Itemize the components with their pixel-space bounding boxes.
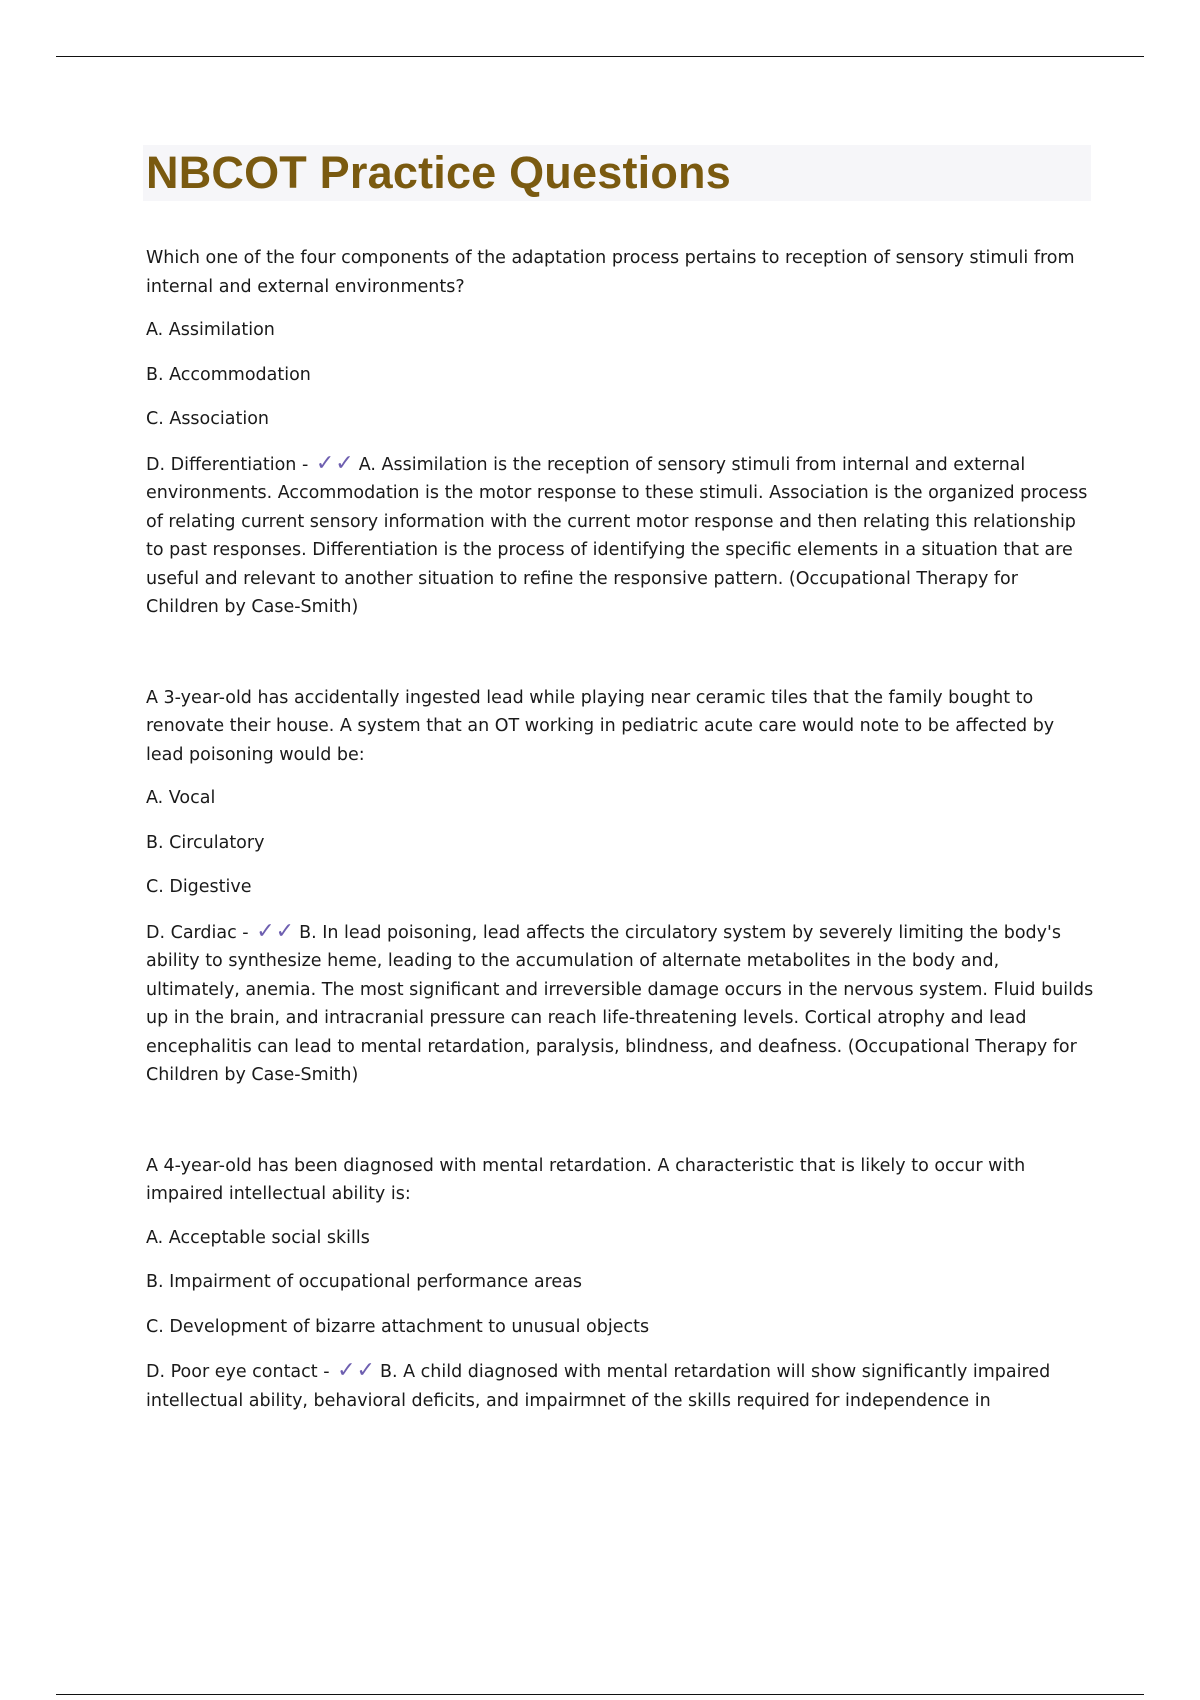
question-block-2: [146, 684, 1094, 1090]
option-d-with-answer: [146, 918, 1094, 1090]
option-d: D. Poor eye contact -: [146, 1362, 330, 1382]
question-block-1: [146, 244, 1094, 622]
option-b: B. Impairment of occupational performance areas: [146, 1272, 583, 1292]
double-check-icon: ✓✓: [256, 918, 296, 944]
option-c: C. Digestive: [146, 877, 252, 897]
footer-rule: [56, 1694, 1144, 1695]
option-b: B. Circulatory: [146, 832, 265, 853]
question-block-3: [146, 1152, 1094, 1416]
option-a: A. Acceptable social skills: [146, 1227, 370, 1248]
question-list: [146, 244, 1094, 1415]
double-check-icon: ✓✓: [315, 450, 355, 476]
option-d-with-answer: [146, 450, 1094, 622]
answer-explanation: B. A child diagnosed with mental retardation will show significantly impaired intellectual ability, behavioral deficits, and impairmnet of the skills required for independence in: [146, 1362, 1051, 1411]
answer-explanation: B. In lead poisoning, lead affects the circulatory system by severely limiting the body's ability to synthesize heme, leading to the accumulation of alternate metabolites in the body and, ultimately, anemia. The most significant and irreversible damage occurs in the nervous system. Fluid builds up in the brain, and intracranial pressure can reach life-threatening levels. Cortical atrophy and lead encephalitis can lead to mental retardation, paralysis, blindness, and deafness. (Occupational Therapy for Children by Case-Smith): [146, 922, 1094, 1085]
question-text: Which one of the four components of the adaptation process pertains to reception of sensory stimuli from internal and external environments?: [146, 248, 1075, 297]
option-c: C. Association: [146, 409, 269, 429]
question-text: A 3-year-old has accidentally ingested lead while playing near ceramic tiles that the family bought to renovate their house. A system that an OT working in pediatric acute care would note to be affected by lead poisoning would be:: [146, 687, 1055, 765]
option-c: C. Development of bizarre attachment to unusual objects: [146, 1316, 650, 1337]
answer-explanation: A. Assimilation is the reception of sensory stimuli from internal and external environments. Accommodation is the motor response to these stimuli. Association is the organized process of relating current sensory information with the current motor response and then relating this relationship to past responses. Differentiation is the process of identifying the specific elements in a situation that are useful and relevant to another situation to refine the responsive pattern. (Occupational Therapy for Children by Case-Smith): [146, 454, 1088, 617]
header-rule: [56, 56, 1144, 57]
option-d: D. Cardiac -: [146, 922, 249, 943]
double-check-icon: ✓✓: [337, 1358, 376, 1383]
option-d-with-answer: [146, 1357, 1094, 1415]
question-text: A 4-year-old has been diagnosed with mental retardation. A characteristic that is likely to occur with impaired intellectual ability is:: [146, 1155, 1026, 1204]
option-b: B. Accommodation: [146, 364, 311, 385]
option-a: A. Vocal: [146, 788, 216, 808]
page-title: NBCOT Practice Questions: [146, 147, 731, 198]
option-d: D. Differentiation -: [146, 454, 309, 475]
option-a: A. Assimilation: [146, 320, 275, 340]
